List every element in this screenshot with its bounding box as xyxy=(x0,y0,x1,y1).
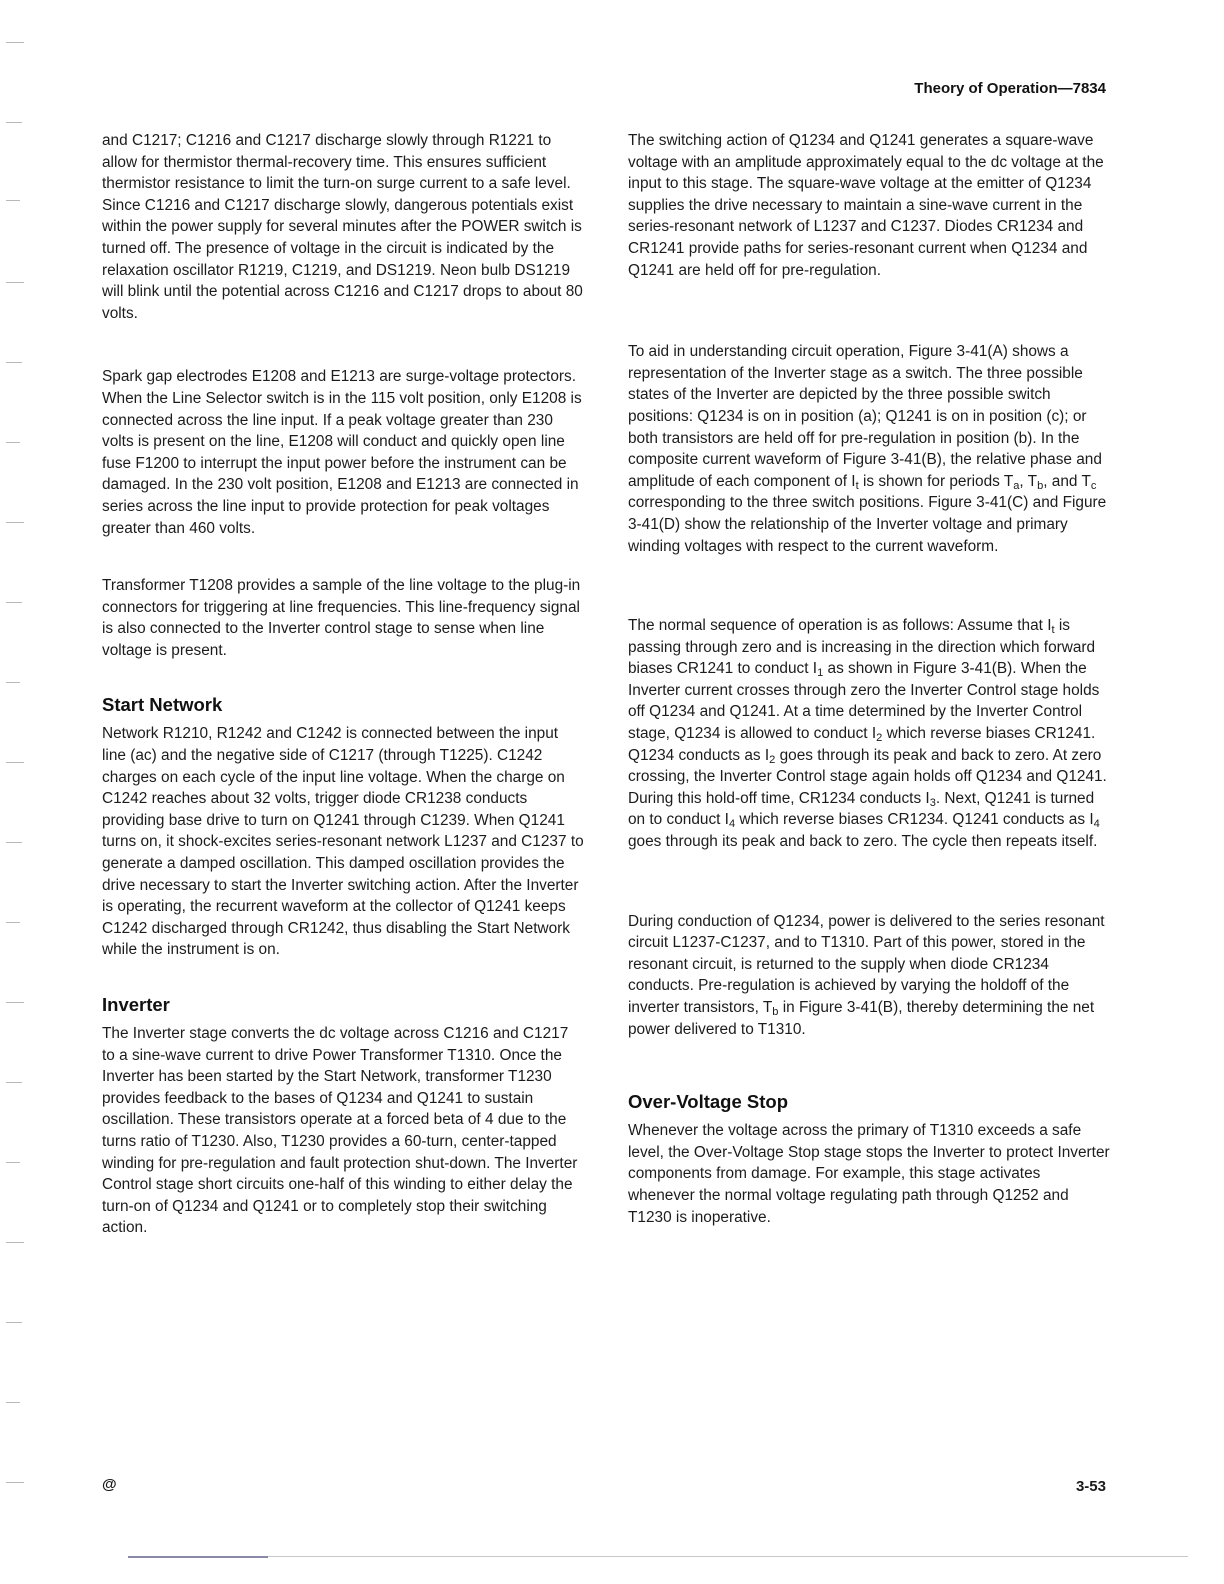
heading-start-network: Start Network xyxy=(102,694,223,716)
page-number: 3-53 xyxy=(1075,1478,1106,1495)
bottom-rule-accent xyxy=(128,1556,268,1558)
footer-copyright-mark: @ xyxy=(102,1476,117,1493)
paragraph-transformer-t1208: Transformer T1208 provides a sample of the line voltage to the plug-in connectors for triggering at line frequencies. This line-frequency signal is also connected to the Inverter control stage to sense when line voltage is present. xyxy=(102,577,581,659)
paragraph-figure-3-41: To aid in understanding circuit operation, Figure 3-41(A) shows a representation of the Inverter stage as a switch. The three possible states of the Inverter are depicted by the three possible switch positions: Q1234 is on in position (a); Q1241 is on in position (c); or both transistors are held off for pre-regulation in position (b). In the composite current waveform of Figure 3-41(B), the relative phase and amplitude of each component of $I_t$ is shown for periods $T_a$, $T_b$, and $T_c$ corresponding to the three switch positions. Figure 3-41(C) and Figure 3-41(D) show the relationship of the Inverter voltage and primary winding voltages with respect to the current waveform. xyxy=(628,343,1107,555)
paragraph-conduction-power: During conduction of Q1234, power is delivered to the series resonant circuit L1237-C1237, and to T1310. Part of this power, stored in the resonant circuit, is returned to the supply when diode CR1234 conducts. Pre-regulation is achieved by varying the holdoff of the inverter transistors, $T_b$ in Figure 3-41(B), thereby determining the net power delivered to T1310. xyxy=(628,912,1105,1038)
running-header: Theory of Operation—7834 xyxy=(914,80,1106,97)
paragraph-over-voltage-stop: Whenever the voltage across the primary of T1310 exceeds a safe level, the Over-Voltage Stop stage stops the Inverter to protect Inverter components from damage. For example, this stage activates whenever the normal voltage regulating path through Q1252 and T1230 is inoperative. xyxy=(628,1122,1110,1226)
right-column xyxy=(628,130,1110,1228)
paragraph-switching-action: The switching action of Q1234 and Q1241 generates a square-wave voltage with an amplitude approximately equal to the dc voltage at the input to this stage. The square-wave voltage at the emitter of Q1234 supplies the drive necessary to maintain a sine-wave current in the series-resonant network of L1237 and C1237. Diodes CR1234 and CR1241 provide paths for series-resonant current when Q1234 and Q1241 are held off for pre-regulation. xyxy=(628,132,1104,279)
paragraph-spark-gap: Spark gap electrodes E1208 and E1213 are surge-voltage protectors. When the Line Selector switch is in the 115 volt position, only E1208 is connected across the line input. If a peak voltage greater than 230 volts is present on the line, E1208 will conduct and quickly open line fuse F1200 to interrupt the input power before the instrument can be damaged. In the 230 volt position, E1208 and E1213 are connected in series across the line input to provide protection for peak voltages greater than 460 volts. xyxy=(102,368,582,537)
paragraph-normal-sequence: The normal sequence of operation is as follows: Assume that $I_t$ is passing through zero and is increasing in the direction which forward biases CR1241 to conduct $I_1$ as shown in Figure 3-41(B). When the Inverter current crosses through zero the Inverter Control stage holds off Q1234 and Q1241. At a time determined by the Inverter Control stage, Q1234 is allowed to conduct $I_2$ which reverse biases CR1241. Q1234 conducts as $I_2$ goes through its peak and back to zero. At zero crossing, the Inverter Control stage again holds off Q1234 and Q1241. During this hold-off time, CR1234 conducts $I_3$. Next, Q1241 is turned on to conduct $I_4$ which reverse biases CR1234. Q1241 conducts as $I_4$ goes through its peak and back to zero. The cycle then repeats itself. xyxy=(628,617,1107,851)
paragraph-thermistor-discharge: and C1217; C1216 and C1217 discharge slowly through R1221 to allow for thermistor thermal-recovery time. This ensures sufficient thermistor resistance to limit the turn-on surge current to a safe level. Since C1216 and C1217 discharge slowly, dangerous potentials exist within the power supply for several minutes after the POWER switch is turned off. The presence of voltage in the circuit is indicated by the relaxation oscillator R1219, C1219, and DS1219. Neon bulb DS1219 will blink until the potential across C1216 and C1217 drops to about 80 volts. xyxy=(102,132,583,322)
paragraph-start-network: Network R1210, R1242 and C1242 is connected between the input line (ac) and the negative side of C1217 (through T1225). C1242 charges on each cycle of the input line voltage. When the charge on C1242 reaches about 32 volts, trigger diode CR1238 conducts providing base drive to turn on Q1241 through C1239. When Q1241 turns on, it shock-excites series-resonant network L1237 and C1237 to generate a damped oscillation. This damped oscillation provides the drive necessary to start the Inverter switching action. After the Inverter is operating, the recurrent waveform at the collector of Q1241 keeps C1242 discharged through CR1242, thus disabling the Start Network while the instrument is on. xyxy=(102,725,584,959)
bottom-rule xyxy=(128,1556,1188,1557)
paragraph-inverter: The Inverter stage converts the dc voltage across C1216 and C1217 to a sine-wave current to drive Power Transformer T1310. Once the Inverter has been started by the Start Network, transformer T1230 provides feedback to the bases of Q1234 and Q1241 to sustain oscillation. These transistors operate at a forced beta of 4 due to the turns ratio of T1230. Also, T1230 provides a 60-turn, center-tapped winding for pre-regulation and fault protection shut-down. The Inverter Control stage short circuits one-half of this winding to either delay the turn-on of Q1234 and Q1241 or to completely stop their switching action. xyxy=(102,1025,578,1237)
heading-over-voltage-stop: Over-Voltage Stop xyxy=(628,1091,789,1113)
binding-margin-marks xyxy=(6,30,46,1510)
left-column xyxy=(102,130,584,1239)
heading-inverter: Inverter xyxy=(102,994,170,1015)
